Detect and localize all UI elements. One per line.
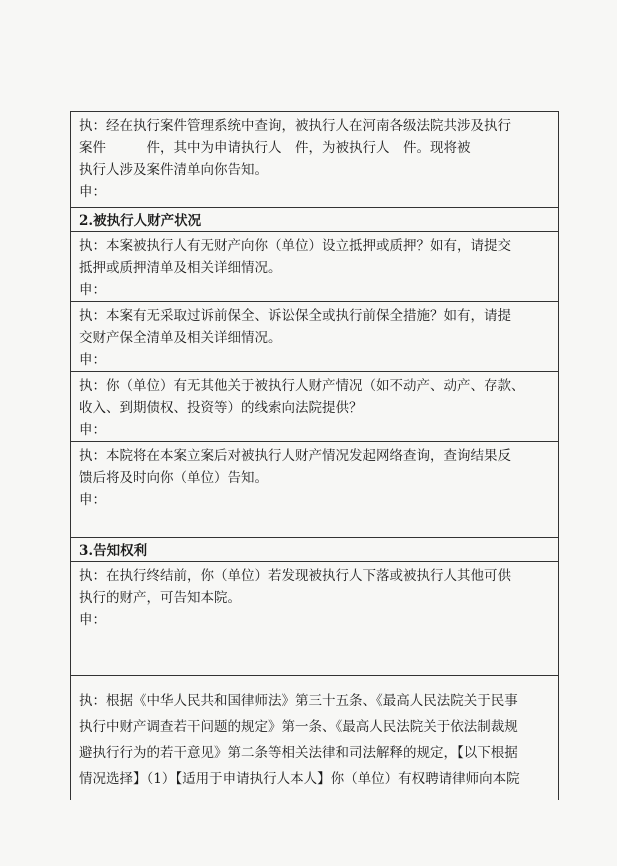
section-heading: 3.告知权利 (79, 543, 148, 559)
record-row (71, 372, 558, 442)
record-line: 执：在执行终结前，你（单位）若发现被执行人下落或被执行人其他可供 (79, 568, 511, 584)
reply-line: 申： (79, 352, 106, 368)
interview-record-table (70, 111, 559, 800)
record-line: 情况选择】（1）【适用于申请执行人本人】你（单位）有权聘请律师向本院 (79, 771, 520, 787)
record-row (71, 562, 558, 676)
section-heading: 2.被执行人财产状况 (79, 213, 202, 229)
section-heading-row (71, 538, 558, 562)
record-line: 执：本案有无采取过诉前保全、诉讼保全或执行前保全措施？如有，请提 (79, 308, 511, 324)
record-line: 收入、到期债权、投资等）的线索向法院提供？ (79, 400, 363, 416)
record-line: 执：你（单位）有无其他关于被执行人财产情况（如不动产、动产、存款、 (79, 378, 525, 394)
record-row (71, 442, 558, 538)
record-line: 案件 件，其中为申请执行人 件，为被执行人 件。现将被 (79, 140, 471, 156)
reply-line: 申： (79, 184, 106, 200)
section-heading-row (71, 208, 558, 232)
record-line: 执：本院将在本案立案后对被执行人财产情况发起网络查询，查询结果反 (79, 448, 511, 464)
record-line: 执：经在执行案件管理系统中查询，被执行人在河南各级法院共涉及执行 (79, 118, 511, 134)
record-line: 执：根据《中华人民共和国律师法》第三十五条、《最高人民法院关于民事 (79, 693, 518, 709)
record-line: 馈后将及时向你（单位）告知。 (79, 470, 268, 486)
record-row (71, 232, 558, 302)
reply-line: 申： (79, 612, 106, 628)
record-line: 避执行行为的若干意见》第二条等相关法律和司法解释的规定，【以下根据 (79, 745, 518, 761)
record-line: 交财产保全清单及相关详细情况。 (79, 330, 282, 346)
reply-line: 申： (79, 492, 106, 508)
record-line: 抵押或质押清单及相关详细情况。 (79, 260, 282, 276)
record-line: 执行中财产调查若干问题的规定》第一条、《最高人民法院关于依法制裁规 (79, 719, 518, 735)
record-row (71, 302, 558, 372)
reply-line: 申： (79, 282, 106, 298)
reply-line: 申： (79, 422, 106, 438)
record-row (71, 676, 558, 800)
record-row (71, 112, 558, 208)
record-line: 执：本案被执行人有无财产向你（单位）设立抵押或质押？如有，请提交 (79, 238, 511, 254)
record-line: 执行人涉及案件清单向你告知。 (79, 162, 268, 178)
record-line: 执行的财产，可告知本院。 (79, 590, 241, 606)
